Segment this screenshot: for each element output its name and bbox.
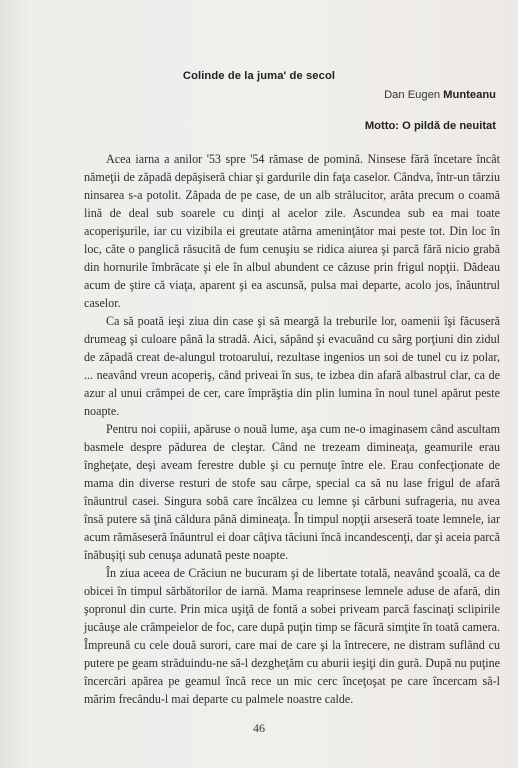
motto: Motto: O pildă de neuitat	[364, 120, 496, 132]
paragraph: Pentru noi copiii, apăruse o nouă lume, aşa cum ne-o imaginasem când ascultam basmele despre pădurea de cleştar. Când ne trezeam dimineaţa, geamurile erau îngheţate, deşi aveam ferestre duble şi cu pernuţe între ele. Erau confecţionate de mama din diverse resturi de stofe sau cârpe, special ca să nu lase frigul de afară înăuntrul casei. Singura sobă care încălzea cu lemne şi cărbuni sufrageria, nu avea însă putere să ţină căldura până dimineaţa. În timpul nopţii arseseră toate lemnele, iar acum rămăseseră înăuntrul ei doar câţiva tăciuni încă incandescenţi, dar şi aceia parcă înăbuşiţi sub cenuşa adunată peste noapte.	[84, 422, 500, 562]
chapter-title: Colinde de la juma' de secol	[182, 70, 336, 82]
body-text	[84, 150, 500, 708]
page-number: 46	[253, 721, 265, 735]
paragraph: Acea iarna a anilor '53 spre '54 rămase de pomină. Ninsese fără încetare încât nămeţii de zăpadă depăşiseră chiar şi gardurile din faţa caselor. Cândva, într-un târziu ninsarea s-a potolit. Zăpada de pe case, de un alb strălucitor, arăta precum o coamă lină de deal sub soarele cu dinţi al acelor zile. Ascundea sub ea mai toate acoperişurile, iar cu vizibila ei greutate atârna ameninţător mai peste tot. Din loc în loc, câte o panglică răsucită de fum cenuşiu se ridica aiurea şi parcă fără nicio grabă din hornurile îmbrăcate şi ele în albul abundent ce căzuse prin frigul nopţii. Dădeau acum de ştire că viaţa, aparent şi ea ascunsă, pulsa mai departe, acolo jos, înăuntrul caselor.	[84, 152, 500, 310]
author-name	[384, 89, 496, 101]
author-first-name: Dan Eugen	[384, 89, 444, 101]
paragraph: În ziua aceea de Crăciun ne bucuram şi de libertate totală, neavând şcoală, ca de obicei în timpul sărbătorilor de iarnă. Mama reaprinsese lemnele aduse de afară, din şopronul din curte. Prin mica uşiţă de fontă a sobei priveam parcă fascinaţi sclipirile jucăuşe ale crâmpeielor de foc, care după puţin timp se făcură simţite în toată camera. Împreună cu cele două surori, care mai de care şi la întrecere, ne distram suflând cu putere pe geam străduindu-ne să-l dezgheţăm cu aburii ieşiţi din gură. După nu puţine încercări apărea pe geamul încă rece un mic cerc înceţoşat pe care încercam să-l mărim frecându-l mai departe cu palmele noastre calde.	[84, 566, 500, 706]
author-last-name: Munteanu	[443, 89, 496, 101]
paragraph: Ca să poată ieşi ziua din case şi să meargă la treburile lor, oamenii îşi făcuseră drumeag şi culoare până la stradă. Aici, săpând şi evacuând cu sârg porţiuni din zidul de zăpadă creat de-alungul trotoarului, rezultase ingenios un soi de tunel cu iz polar, ... neavând vreun acoperiş, când priveai în sus, te izbea din afară albastrul clar, ca de azur al unui crâmpei de cer, care împrăştia din plin lumina în noul tunel apărut peste noapte.	[84, 314, 500, 418]
